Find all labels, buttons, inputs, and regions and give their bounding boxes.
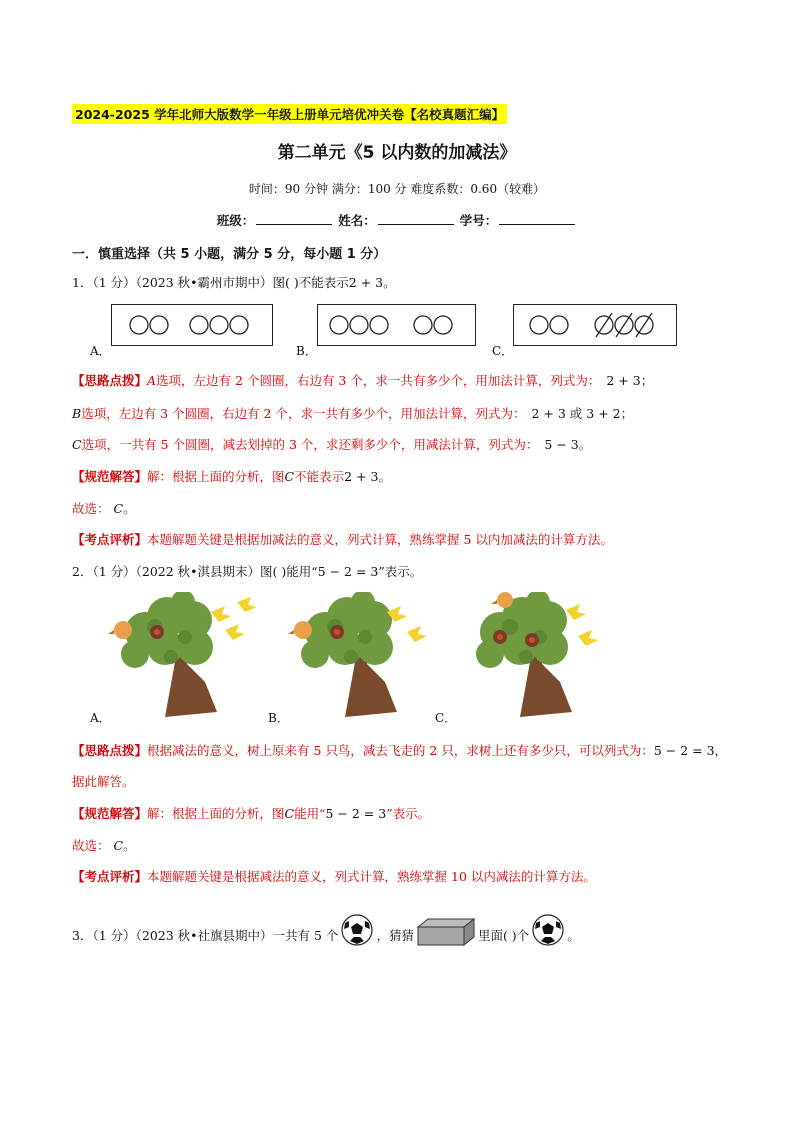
q2-option-b-label: B． bbox=[268, 711, 289, 725]
q1-answer-expr: 2 + 3 bbox=[344, 469, 379, 484]
id-blank[interactable] bbox=[499, 212, 575, 225]
q1-hint-line3 bbox=[72, 435, 591, 453]
q1-review-text: 本题解题关键是根据加减法的意义，列式计算，熟练掌握 5 以内加减法的计算方法。 bbox=[147, 532, 613, 547]
circles-2-3-figure bbox=[112, 305, 272, 345]
q2-choice bbox=[72, 836, 136, 854]
q2-option-c-figure bbox=[460, 592, 630, 722]
q2-answer-end: ”表示。 bbox=[386, 806, 431, 821]
q2-hint-line1-end: ， bbox=[714, 743, 728, 758]
q1-review bbox=[72, 530, 613, 548]
q1-hint-option-c: C bbox=[72, 437, 82, 452]
box-icon bbox=[416, 917, 476, 947]
circles-5-crossed-3-figure bbox=[514, 305, 676, 345]
q1-option-c-label: C． bbox=[492, 344, 514, 358]
section-title: 一．慎重选择（共 5 小题，满分 5 分，每小题 1 分） bbox=[72, 247, 387, 262]
q2-stem-text: 2．（1 分）（2022 秋•淇县期末）图( )能用“ bbox=[72, 564, 318, 579]
q2-review-tag: 【考点评析】 bbox=[72, 869, 148, 884]
q1-hint-line1-end: ； bbox=[640, 373, 654, 388]
q1-hint-line2-text: 选项，左边有 3 个圆圈，右边有 2 个，求一共有多少个，用加法计算，列式为： bbox=[81, 406, 526, 421]
q2-answer-tag: 【规范解答】 bbox=[72, 806, 148, 821]
q1-option-b-figure bbox=[317, 304, 476, 346]
q1-hint-line1-text: 选项，左边有 2 个圆圈，右边有 3 个，求一共有多少个，用加法计算，列式为： bbox=[156, 373, 601, 388]
q3-stem-text-2: ，猜猜 bbox=[376, 928, 414, 943]
q2-hint-line2: 据此解答。 bbox=[72, 774, 135, 789]
q2-answer-text-2: 能用“ bbox=[294, 806, 326, 821]
q1-answer-text: 解：根据上面的分析，图 bbox=[147, 469, 285, 484]
q1-review-tag: 【考点评析】 bbox=[72, 532, 148, 547]
q2-option-a-label: A． bbox=[90, 711, 111, 725]
q2-answer bbox=[72, 804, 430, 822]
page-title: 第二单元《5 以内数的加减法》 bbox=[277, 143, 517, 163]
tree-with-birds-illustration bbox=[285, 592, 455, 722]
q3-stem-end: 。 bbox=[567, 928, 580, 943]
q2-choice-value: C bbox=[113, 838, 124, 853]
q2-answer-text: 解：根据上面的分析，图 bbox=[147, 806, 285, 821]
q1-choice-label: 故选： bbox=[72, 501, 110, 516]
q2-hint-line1-text: 根据减法的意义，树上原来有 5 只鸟，减去飞走的 2 只，求树上还有多少只，可以列式为： bbox=[147, 743, 654, 758]
q2-stem-expr: 5 − 2 = 3 bbox=[317, 564, 379, 579]
id-label: 学号： bbox=[459, 213, 498, 228]
q1-hint-line1-expr: 2 + 3 bbox=[606, 373, 641, 388]
q1-hint-option-a: A bbox=[147, 373, 157, 388]
q1-hint-line3-expr: 5 − 3 bbox=[544, 437, 579, 452]
q2-stem-end: ”表示。 bbox=[378, 564, 423, 579]
tree-with-birds-illustration bbox=[105, 592, 275, 722]
q1-option-a-label: A． bbox=[90, 344, 111, 358]
circles-3-2-figure bbox=[318, 305, 475, 345]
q2-answer-option: C bbox=[284, 806, 295, 821]
name-blank[interactable] bbox=[378, 212, 454, 225]
q3-stem bbox=[72, 926, 580, 947]
q2-option-b-figure bbox=[285, 592, 455, 722]
q1-stem-expr: 2 + 3 bbox=[348, 275, 384, 290]
q1-hint-line2-expr: 2 + 3 或 3 + 2 bbox=[531, 406, 621, 421]
class-blank[interactable] bbox=[256, 212, 332, 225]
q1-choice-value: C bbox=[113, 501, 124, 516]
q1-answer-end: 。 bbox=[378, 469, 391, 484]
q1-stem bbox=[72, 273, 396, 291]
q1-hint-line3-end: 。 bbox=[578, 437, 592, 452]
q1-option-b-label: B． bbox=[296, 344, 317, 358]
q1-hint-line2-end: ； bbox=[620, 406, 634, 421]
q1-option-a-figure bbox=[111, 304, 273, 346]
q2-answer-expr: 5 − 2 = 3 bbox=[325, 806, 387, 821]
q2-hint-tag: 【思路点拨】 bbox=[72, 743, 148, 758]
name-label: 姓名： bbox=[338, 213, 376, 228]
exam-meta: 时间：90 分钟 满分：100 分 难度系数：0.60（较难） bbox=[248, 182, 546, 196]
q2-stem bbox=[72, 562, 422, 580]
q2-review-text: 本题解题关键是根据减法的意义，列式计算，熟练掌握 10 以内减法的计算方法。 bbox=[147, 869, 596, 884]
q1-answer-tag: 【规范解答】 bbox=[72, 469, 148, 484]
q2-choice-label: 故选： bbox=[72, 838, 110, 853]
q1-answer-text-2: 不能表示 bbox=[294, 469, 345, 484]
header-tag: 2024-2025 学年北师大版数学一年级上册单元培优冲关卷【名校真题汇编】 bbox=[72, 104, 507, 124]
q2-hint-line1 bbox=[72, 741, 727, 759]
soccer-ball-icon bbox=[340, 913, 374, 947]
q2-option-c-label: C． bbox=[435, 711, 457, 725]
q2-hint-line1-expr: 5 − 2 = 3 bbox=[653, 743, 715, 758]
q3-stem-text-1: 3．（1 分）（2023 秋•社旗县期中）一共有 5 个 bbox=[72, 928, 339, 943]
tree-with-birds-illustration bbox=[460, 592, 630, 722]
q2-choice-end: 。 bbox=[123, 838, 136, 853]
q1-hint-tag: 【思路点拨】 bbox=[72, 373, 148, 388]
q1-answer-option: C bbox=[284, 469, 295, 484]
student-fields bbox=[0, 211, 794, 229]
q1-choice bbox=[72, 499, 136, 517]
q2-option-a-figure bbox=[105, 592, 275, 722]
class-label: 班级： bbox=[216, 213, 255, 228]
q1-choice-end: 。 bbox=[123, 501, 136, 516]
q1-hint-option-b: B bbox=[72, 406, 82, 421]
q1-stem-end: 。 bbox=[383, 275, 396, 290]
q1-hint-line2 bbox=[72, 404, 633, 422]
q3-stem-text-3: 里面( )个 bbox=[477, 928, 530, 943]
q2-review bbox=[72, 867, 596, 885]
soccer-ball-icon bbox=[531, 913, 565, 947]
q1-hint-line1 bbox=[72, 371, 653, 389]
q1-answer bbox=[72, 467, 391, 485]
q1-stem-text: 1．（1 分）（2023 秋•霸州市期中）图( )不能表示 bbox=[72, 275, 349, 290]
q1-option-c-figure bbox=[513, 304, 677, 346]
q1-hint-line3-text: 选项，一共有 5 个圆圈，减去划掉的 3 个，求还剩多少个，用减法计算，列式为： bbox=[81, 437, 539, 452]
